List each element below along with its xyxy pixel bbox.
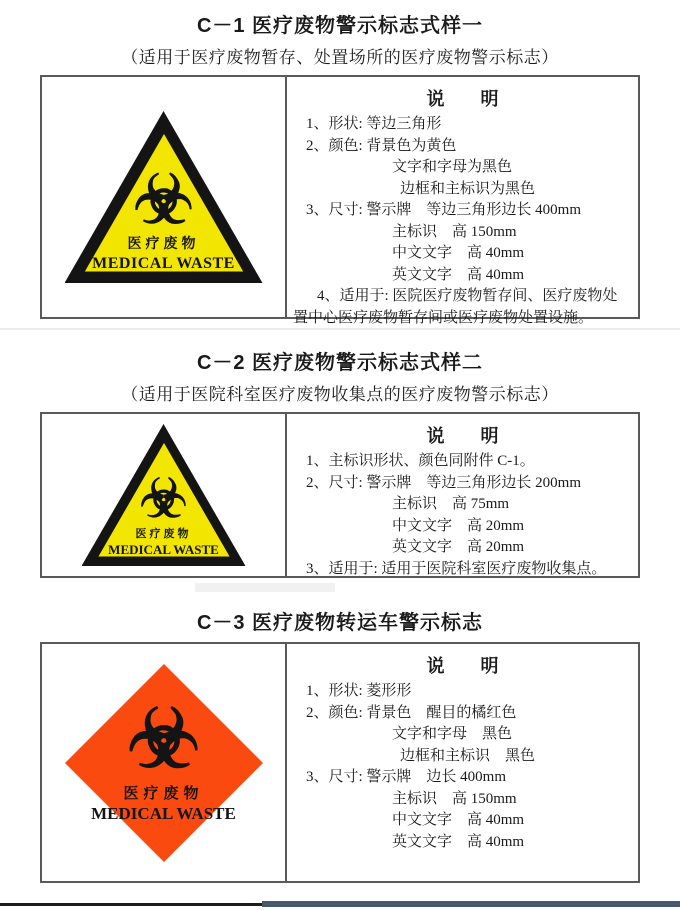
- separator-artifact: [195, 583, 335, 592]
- note-line: 1、形状: 菱形形: [306, 683, 412, 699]
- note-line: 1、主标识形状、颜色同附件 C-1。: [306, 453, 535, 469]
- biohazard-icon: ☣: [133, 161, 194, 240]
- note-heading: 说 明: [426, 656, 499, 676]
- note-line: 中文文字 高 20mm: [392, 517, 525, 534]
- note-heading: 说 明: [426, 426, 499, 446]
- note-line: 英文文字 高 40mm: [392, 833, 525, 850]
- medical-waste-triangle-sign-small: [82, 424, 246, 566]
- section-c3: [0, 606, 680, 883]
- note-line: 中文文字 高 40mm: [392, 245, 525, 261]
- note-line: 英文文字 高 40mm: [392, 266, 525, 283]
- spec-table-c1: [40, 75, 640, 326]
- sign-label-english: MEDICAL WASTE: [92, 255, 235, 272]
- biohazard-icon: ☣: [126, 692, 201, 788]
- biohazard-icon: ☣: [139, 467, 188, 530]
- sign-label-chinese: 医疗废物: [123, 785, 204, 802]
- spec-table-c2: [40, 412, 640, 578]
- section-c2-subtitle: （适用于医院科室医疗废物收集点的医疗废物警示标志）: [121, 385, 559, 404]
- note-line: 中文文字 高 40mm: [392, 812, 525, 828]
- note-line: 4、适用于: 医院医疗废物暂存间、医疗废物处置中心医疗废物暂存间或医疗废物处置设施。: [293, 288, 618, 326]
- sign-label-chinese: 医疗废物: [135, 528, 192, 540]
- note-line: 3、尺寸: 警示牌 等边三角形边长 400mm: [306, 202, 582, 218]
- note-line: 1、形状: 等边三角形: [306, 116, 442, 132]
- note-line: 边框和主标识 黑色: [400, 747, 536, 764]
- note-heading: 说 明: [426, 89, 499, 109]
- sign-label-english: MEDICAL WASTE: [108, 542, 219, 557]
- sign-cell-c2: [42, 414, 285, 576]
- note-line: 英文文字 高 20mm: [392, 539, 525, 555]
- sign-label-chinese: 医疗废物: [127, 237, 200, 252]
- note-cell-c2: [285, 414, 638, 576]
- note-cell-c3: [285, 644, 638, 881]
- sign-label-english: MEDICAL WASTE: [91, 803, 236, 823]
- section-c1-title: C－1 医疗废物警示标志式样一: [196, 15, 484, 37]
- note-line: 2、颜色: 背景色 醒目的橘红色: [306, 704, 517, 721]
- medical-waste-triangle-sign-large: [65, 111, 263, 283]
- note-line: 主标识 高 150mm: [392, 223, 517, 240]
- note-line: 3、适用于: 适用于医院科室医疗废物收集点。: [306, 560, 607, 577]
- medical-waste-diamond-sign: [61, 659, 266, 867]
- diamond-content: [61, 659, 266, 867]
- note-line: 主标识 高 150mm: [392, 790, 517, 807]
- note-line: 主标识 高 75mm: [392, 496, 510, 512]
- section-c2-title: C－2 医疗废物警示标志式样二: [196, 352, 484, 374]
- note-line: 文字和字母 黑色: [392, 726, 513, 742]
- bottom-edge-bar-right: [262, 901, 680, 907]
- sign-cell-c3: [42, 644, 285, 881]
- note-line: 2、颜色: 背景色为黄色: [306, 137, 457, 154]
- spec-table-c3: [40, 642, 640, 883]
- sign-cell-c1: [42, 77, 285, 317]
- bottom-edge-bar-left: [0, 903, 262, 906]
- section-c1-subtitle: （适用于医疗废物暂存、处置场所的医疗废物警示标志）: [121, 48, 559, 67]
- note-line: 2、尺寸: 警示牌 等边三角形边长 200mm: [306, 474, 582, 491]
- note-line: 3、尺寸: 警示牌 边长 400mm: [306, 769, 507, 785]
- section-c2: [0, 346, 680, 578]
- note-line: 边框和主标识为黑色: [400, 180, 536, 197]
- section-c1: [0, 0, 680, 326]
- note-cell-c1: [285, 77, 638, 326]
- note-line: 文字和字母为黑色: [392, 159, 513, 175]
- section-c3-title: C－3 医疗废物转运车警示标志: [196, 612, 484, 634]
